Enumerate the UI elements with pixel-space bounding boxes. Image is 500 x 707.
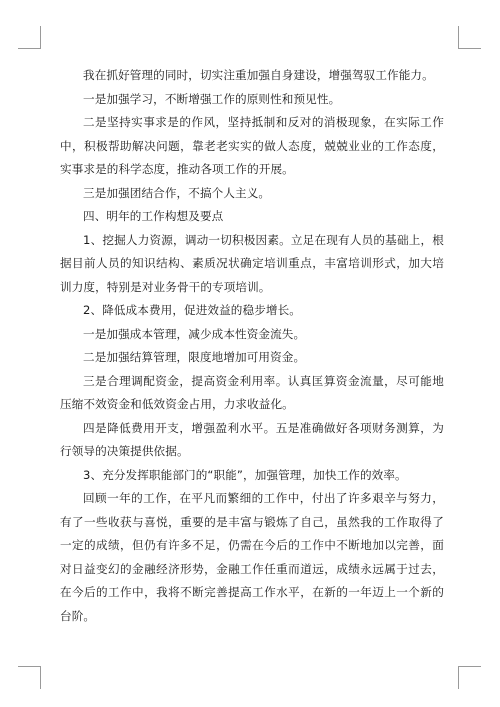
paragraph-teamwork: 三是加强团结合作，不搞个人主义。 xyxy=(83,185,271,200)
paragraph-year-review: 回顾一年的工作，在平凡而繁细的工作中，付出了许多艰辛与努力，有了一些收获与喜悦，重要的是丰富与锻炼了自己，虽然我的工作取得了一定的成绩，但仍有许多不足，仍需在今后的工作中不断地加以完善，面对日益变幻的金融经济形势，金融工作任重而道远，成绩永远属于过去，在今后的工作中，我将不断完善提高工作水平，在新的一年迈上一个新的台阶。 xyxy=(60,491,444,623)
crop-mark-bottom-right xyxy=(458,666,481,689)
paragraph-expense-reduction: 四是降低费用开支，增强盈利水平。五是准确做好各项财务测算，为行领导的决策提供依据。 xyxy=(60,420,444,458)
paragraph-department-functions: 3、充分发挥职能部门的“职能”，加强管理，加快工作的效率。 xyxy=(83,467,407,482)
paragraph-self-building: 我在抓好管理的同时，切实注重加强自身建设，增强驾驭工作能力。 xyxy=(83,68,434,82)
paragraph-settlement-management: 二是加强结算管理，限度地增加可用资金。 xyxy=(83,350,306,364)
paragraph-cost-management: 一是加强成本管理，减少成本性资金流失。 xyxy=(83,326,306,341)
section-heading-next-year-plan: 四、明年的工作构想及要点 xyxy=(83,209,224,223)
crop-mark-top-left xyxy=(18,26,41,49)
document-body xyxy=(60,64,444,628)
paragraph-fund-allocation: 三是合理调配资金，提高资金利用率。认真匡算资金流量，尽可能地压缩不效资金和低效资金占用，力求收益化。 xyxy=(60,373,444,411)
crop-mark-top-right xyxy=(458,26,481,49)
crop-mark-bottom-left xyxy=(18,666,41,689)
paragraph-study: 一是加强学习，不断增强工作的原则性和预见性。 xyxy=(83,91,341,106)
paragraph-pragmatic-style: 二是坚持实事求是的作风，坚持抵制和反对的消极现象，在实际工作中，积极帮助解决问题，靠老老实实的做人态度，兢兢业业的工作态度，实事求是的科学态度，推动各项工作的开展。 xyxy=(60,115,444,176)
paragraph-human-resources: 1、挖掘人力资源，调动一切积极因素。立足在现有人员的基础上，根据目前人员的知识结构、素质况状确定培训重点，丰富培训形式，加大培训力度，特别是对业务骨干的专项培训。 xyxy=(60,232,444,294)
paragraph-reduce-costs: 2、降低成本费用，促进效益的稳步增长。 xyxy=(83,303,301,317)
